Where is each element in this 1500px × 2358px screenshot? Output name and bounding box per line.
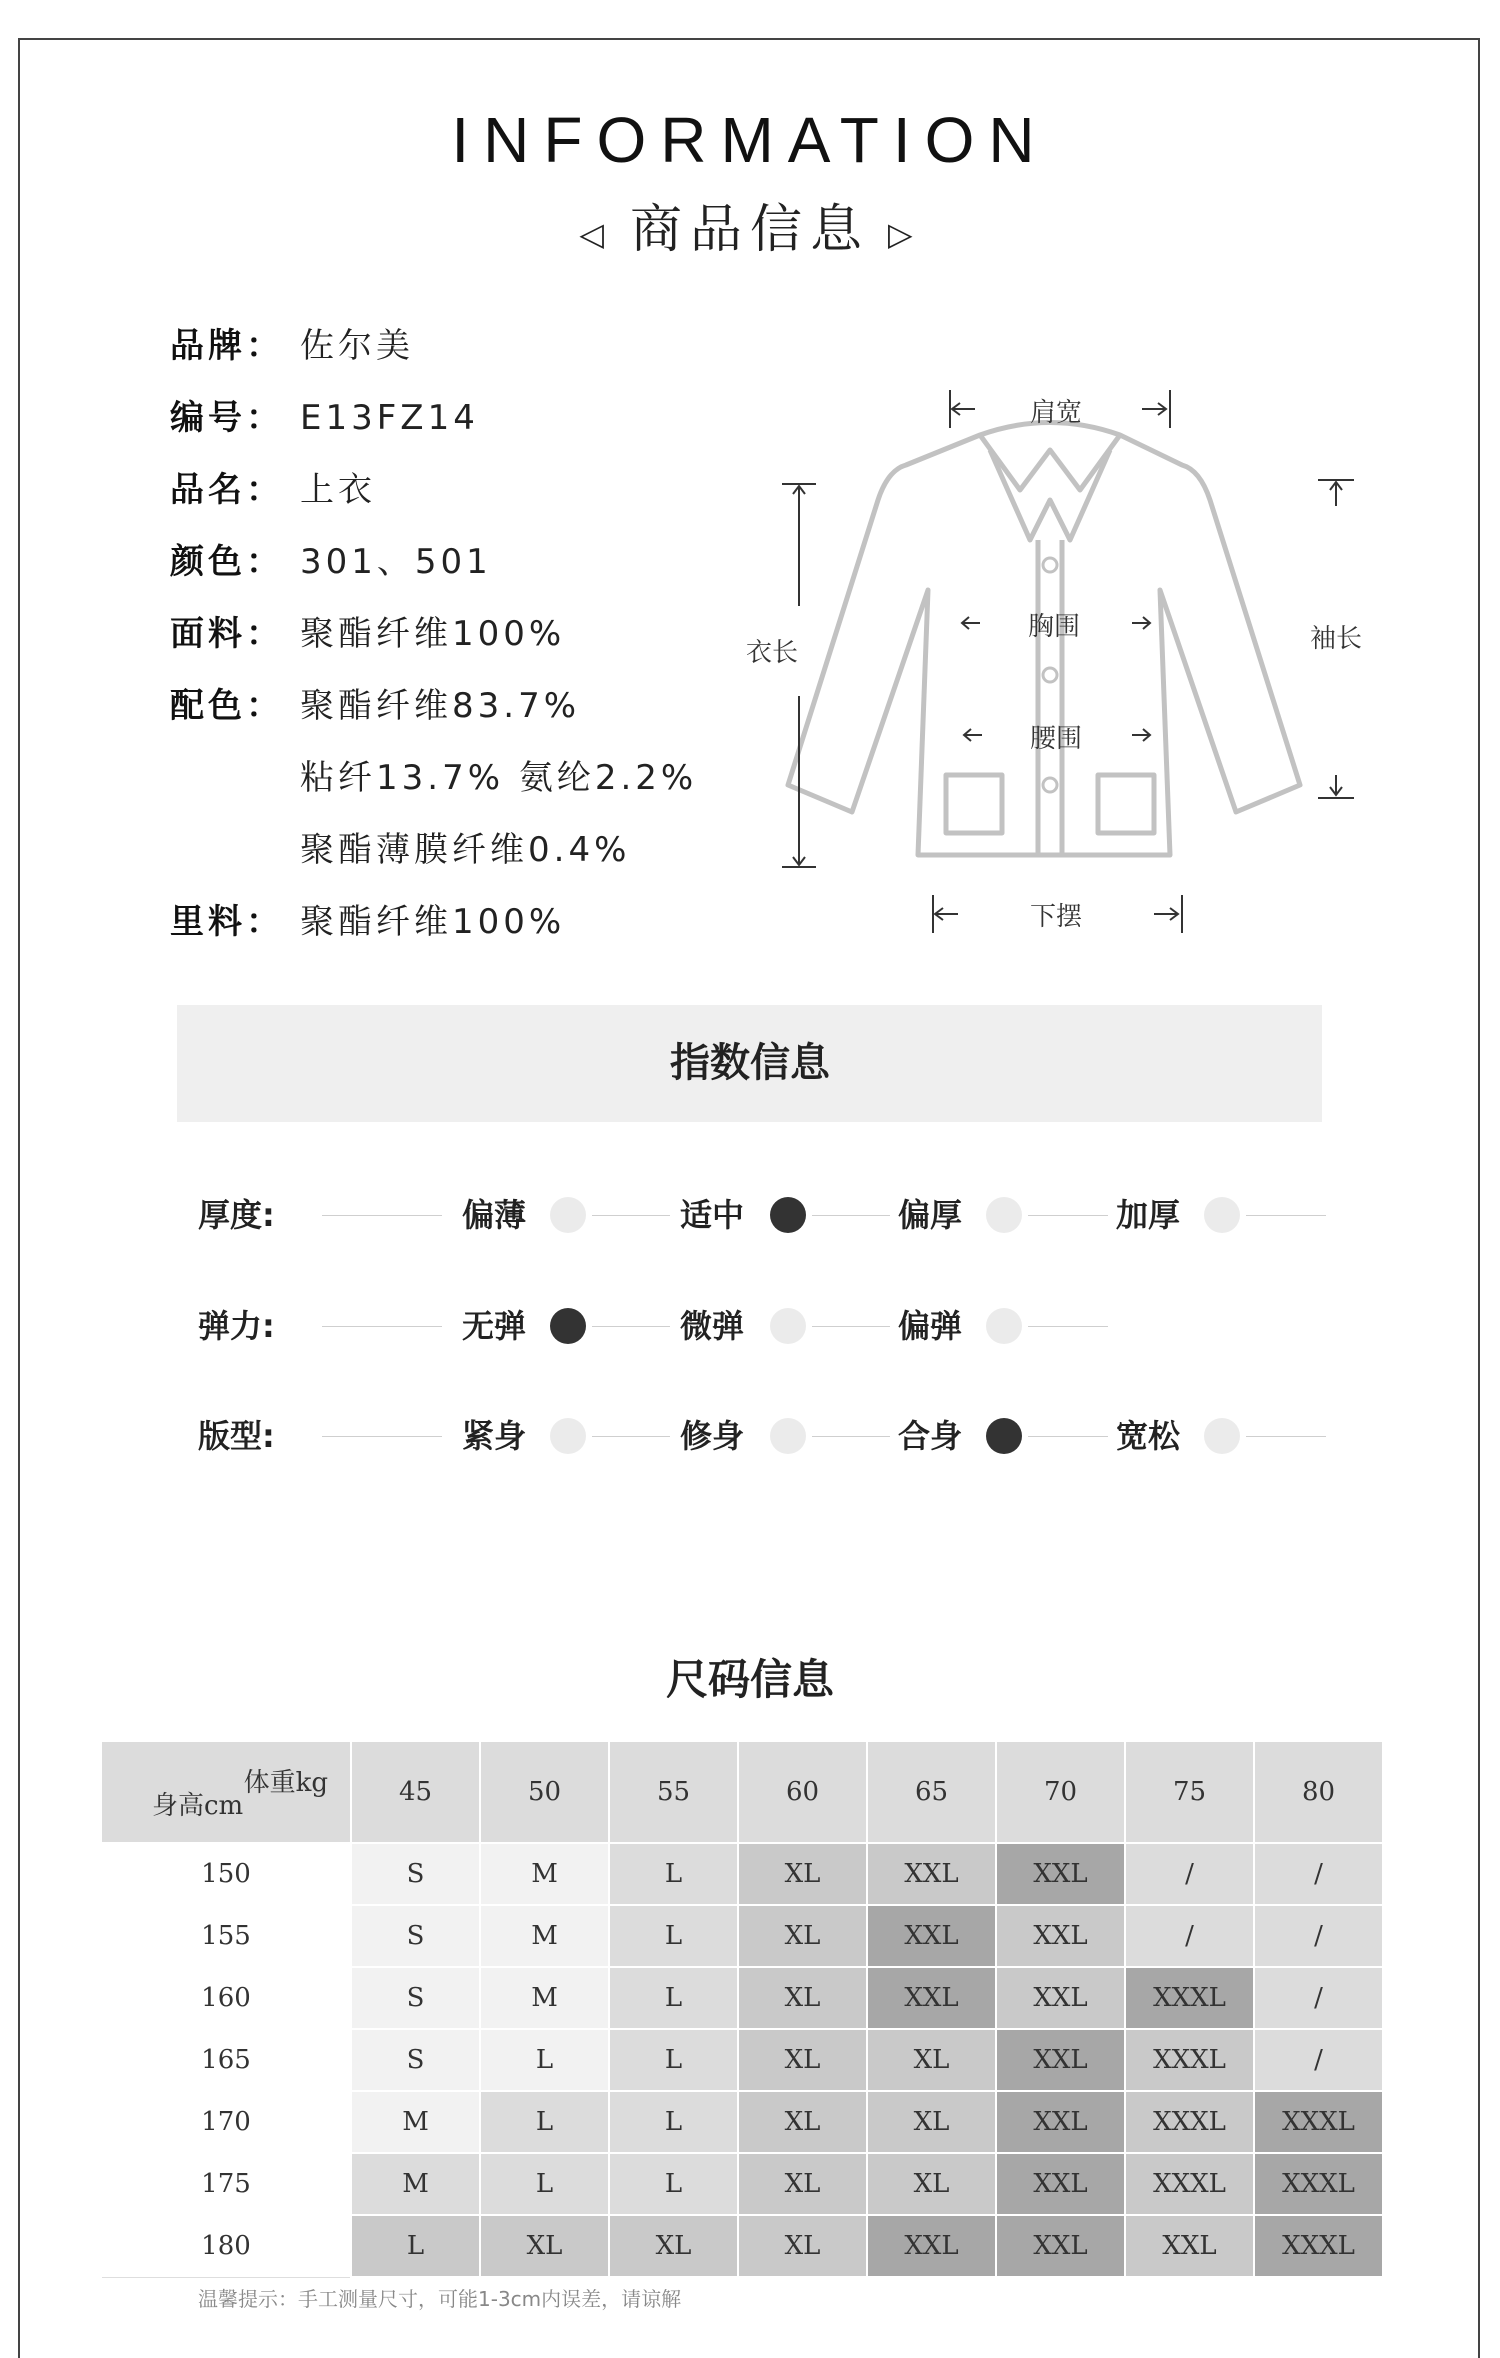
size-table-corner	[101, 1741, 351, 1843]
height-cell: 180	[101, 2215, 351, 2277]
divider-line	[812, 1215, 890, 1216]
table-row	[101, 2029, 1383, 2091]
size-cell: XXL	[996, 1905, 1125, 1967]
option-dot-icon	[550, 1197, 586, 1233]
option-label: 偏弹	[898, 1307, 963, 1345]
size-cell: XXL	[867, 1905, 996, 1967]
size-cell: /	[1125, 1905, 1254, 1967]
size-cell: XXXL	[1125, 2153, 1254, 2215]
divider-line	[812, 1326, 890, 1327]
divider-line	[1246, 1215, 1326, 1216]
spec-value: 聚酯薄膜纤维0.4%	[300, 830, 631, 870]
table-row	[101, 2091, 1383, 2153]
size-cell: L	[609, 2029, 738, 2091]
size-cell: XXL	[867, 1843, 996, 1905]
size-cell: XXL	[996, 2029, 1125, 2091]
index-title: 指数信息	[670, 1040, 830, 1086]
spec-value: 聚酯纤维100%	[300, 902, 566, 942]
weight-header: 70	[996, 1741, 1125, 1843]
weight-header: 80	[1254, 1741, 1383, 1843]
height-cell: 170	[101, 2091, 351, 2153]
option-label: 紧身	[462, 1417, 527, 1455]
size-cell: XXXL	[1125, 1967, 1254, 2029]
divider-line	[322, 1326, 442, 1327]
size-cell: XXL	[996, 1967, 1125, 2029]
size-cell: XXXL	[1125, 2029, 1254, 2091]
option-label: 合身	[898, 1417, 963, 1455]
size-cell: /	[1254, 2029, 1383, 2091]
spec-value: 佐尔美	[300, 326, 414, 366]
divider-line	[1028, 1436, 1108, 1437]
size-cell: XL	[867, 2029, 996, 2091]
option-dot-icon	[986, 1308, 1022, 1344]
size-cell: XL	[738, 1967, 867, 2029]
jacket-outline-icon	[720, 370, 1380, 940]
size-cell: XL	[609, 2215, 738, 2277]
size-cell: XXL	[867, 1967, 996, 2029]
height-cell: 155	[101, 1905, 351, 1967]
index-row-label: 弹力:	[198, 1307, 275, 1345]
spec-key: 品牌：	[170, 326, 284, 366]
option-dot-selected-icon	[986, 1418, 1022, 1454]
spec-row-accent	[170, 670, 697, 742]
option-label: 偏薄	[462, 1196, 527, 1234]
size-cell: XL	[738, 2029, 867, 2091]
size-cell: XXXL	[1254, 2153, 1383, 2215]
divider-line	[1246, 1436, 1326, 1437]
option-label: 偏厚	[898, 1196, 963, 1234]
table-row	[101, 1843, 1383, 1905]
spec-key: 配色：	[170, 686, 284, 726]
weight-header: 55	[609, 1741, 738, 1843]
table-row	[101, 2215, 1383, 2277]
index-row-thickness	[0, 1185, 1500, 1245]
option-label: 宽松	[1116, 1417, 1181, 1455]
size-cell: XL	[738, 2215, 867, 2277]
height-cell: 150	[101, 1843, 351, 1905]
right-arrow-icon: ▷	[888, 214, 921, 253]
spec-value: 聚酯纤维100%	[300, 614, 566, 654]
size-cell: XL	[738, 2153, 867, 2215]
spec-key: 品名：	[170, 470, 284, 510]
size-cell: L	[609, 2153, 738, 2215]
spec-value: 301、501	[300, 542, 492, 582]
spec-row-lining	[170, 886, 697, 958]
size-cell: M	[480, 1967, 609, 2029]
height-cell: 165	[101, 2029, 351, 2091]
size-cell: /	[1254, 1967, 1383, 2029]
label-waist: 腰围	[1030, 724, 1083, 754]
option-dot-icon	[770, 1418, 806, 1454]
size-cell: L	[609, 1843, 738, 1905]
corner-weight-label: 体重kg	[243, 1768, 328, 1798]
spec-value: E13FZ14	[300, 398, 479, 438]
size-cell: XXXL	[1254, 2091, 1383, 2153]
size-cell: M	[351, 2153, 480, 2215]
label-chest: 胸围	[1028, 612, 1081, 642]
height-cell: 160	[101, 1967, 351, 2029]
label-length: 衣长	[746, 638, 799, 668]
size-title: 尺码信息	[665, 1655, 834, 1704]
option-dot-selected-icon	[770, 1197, 806, 1233]
size-table-header-row	[101, 1741, 1383, 1843]
label-sleeve: 袖长	[1310, 624, 1363, 654]
size-cell: XXXL	[1254, 2215, 1383, 2277]
option-label: 微弹	[680, 1307, 745, 1345]
option-dot-selected-icon	[550, 1308, 586, 1344]
size-cell: XL	[480, 2215, 609, 2277]
size-cell: XXL	[867, 2215, 996, 2277]
index-row-fit	[0, 1406, 1500, 1466]
label-hem: 下摆	[1030, 902, 1083, 932]
index-row-elasticity	[0, 1296, 1500, 1356]
size-cell: L	[480, 2029, 609, 2091]
size-cell: S	[351, 1843, 480, 1905]
size-table	[100, 1740, 1384, 2278]
divider-line	[592, 1436, 670, 1437]
jacket-diagram	[720, 370, 1380, 940]
divider-line	[592, 1326, 670, 1327]
option-label: 加厚	[1116, 1196, 1181, 1234]
size-cell: XXXL	[1125, 2091, 1254, 2153]
size-cell: L	[609, 1905, 738, 1967]
size-cell: XXL	[1125, 2215, 1254, 2277]
weight-header: 75	[1125, 1741, 1254, 1843]
size-cell: M	[351, 2091, 480, 2153]
size-cell: XL	[867, 2091, 996, 2153]
spec-row-name	[170, 454, 697, 526]
divider-line	[812, 1436, 890, 1437]
size-cell: M	[480, 1843, 609, 1905]
size-cell: /	[1254, 1905, 1383, 1967]
spec-row-brand	[170, 310, 697, 382]
spec-value: 上衣	[300, 470, 376, 510]
size-cell: L	[351, 2215, 480, 2277]
size-cell: S	[351, 1905, 480, 1967]
option-dot-icon	[986, 1197, 1022, 1233]
table-row	[101, 2153, 1383, 2215]
size-cell: XL	[738, 1843, 867, 1905]
size-cell: L	[480, 2091, 609, 2153]
info-subtitle	[0, 195, 1500, 269]
spec-list	[170, 310, 697, 958]
label-shoulder: 肩宽	[1030, 398, 1083, 428]
size-cell: XL	[867, 2153, 996, 2215]
spec-key: 颜色：	[170, 542, 284, 582]
info-title: INFORMATION	[451, 104, 1049, 176]
left-arrow-icon: ◁	[579, 214, 612, 253]
option-dot-icon	[1204, 1418, 1240, 1454]
size-cell: S	[351, 1967, 480, 2029]
divider-line	[592, 1215, 670, 1216]
size-cell: XL	[738, 2091, 867, 2153]
size-cell: L	[480, 2153, 609, 2215]
divider-line	[1028, 1215, 1108, 1216]
spec-row-fabric	[170, 598, 697, 670]
size-cell: XL	[738, 1905, 867, 1967]
weight-header: 45	[351, 1741, 480, 1843]
divider-line	[322, 1436, 442, 1437]
height-cell: 175	[101, 2153, 351, 2215]
spec-row-color	[170, 526, 697, 598]
weight-header: 65	[867, 1741, 996, 1843]
size-cell: XXL	[996, 2091, 1125, 2153]
size-cell: /	[1125, 1843, 1254, 1905]
size-cell: XXL	[996, 2153, 1125, 2215]
size-cell: L	[609, 2091, 738, 2153]
spec-key: 里料：	[170, 902, 284, 942]
corner-height-label: 身高cm	[152, 1791, 244, 1821]
size-cell: M	[480, 1905, 609, 1967]
table-row	[101, 1967, 1383, 2029]
spec-row-code	[170, 382, 697, 454]
option-label: 无弹	[462, 1307, 527, 1345]
spec-key: 编号：	[170, 398, 284, 438]
weight-header: 60	[738, 1741, 867, 1843]
index-row-label: 厚度:	[198, 1196, 275, 1234]
size-cell: L	[609, 1967, 738, 2029]
spec-row-accent-3	[170, 814, 697, 886]
size-note: 温馨提示：手工测量尺寸，可能1-3cm内误差，请谅解	[198, 2287, 682, 2311]
size-cell: XXL	[996, 2215, 1125, 2277]
option-label: 修身	[680, 1417, 745, 1455]
spec-value: 粘纤13.7% 氨纶2.2%	[300, 758, 698, 798]
size-cell: S	[351, 2029, 480, 2091]
size-cell: XXL	[996, 1843, 1125, 1905]
table-row	[101, 1905, 1383, 1967]
option-dot-icon	[770, 1308, 806, 1344]
size-cell: /	[1254, 1843, 1383, 1905]
subtitle-text: 商品信息	[629, 200, 870, 260]
option-label: 适中	[680, 1196, 745, 1234]
divider-line	[1028, 1326, 1108, 1327]
spec-value: 聚酯纤维83.7%	[300, 686, 581, 726]
divider-line	[322, 1215, 442, 1216]
option-dot-icon	[1204, 1197, 1240, 1233]
spec-row-accent-2	[170, 742, 697, 814]
option-dot-icon	[550, 1418, 586, 1454]
size-table-body	[101, 1843, 1383, 2277]
index-row-label: 版型:	[198, 1417, 275, 1455]
spec-key: 面料：	[170, 614, 284, 654]
weight-header: 50	[480, 1741, 609, 1843]
